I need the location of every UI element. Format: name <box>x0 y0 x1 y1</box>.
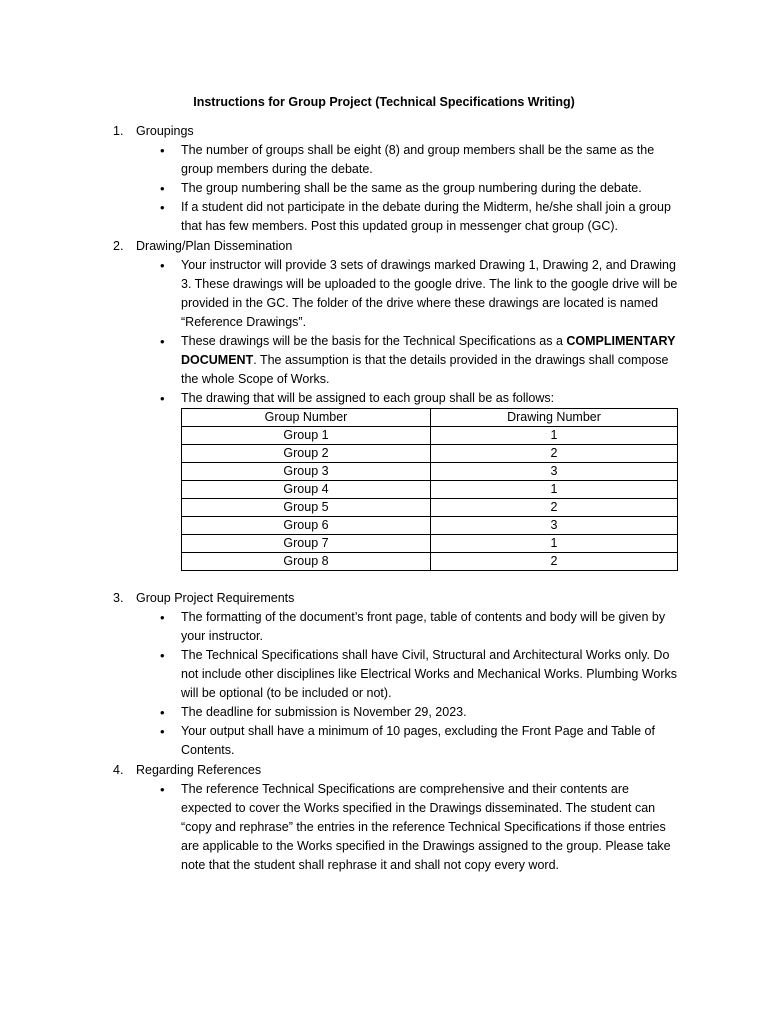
group-cell: Group 6 <box>182 517 431 535</box>
bullet-item-complimentary <box>181 332 681 389</box>
bullet-item: • If a student did not participate in the debate during the Midterm, he/she shall join a group that has few members. Post this updated group in messenger chat group (GC). <box>181 198 681 236</box>
drawing-cell: 1 <box>431 481 678 499</box>
section-title: Drawing/Plan Dissemination <box>136 239 293 253</box>
drawing-cell: 3 <box>431 517 678 535</box>
table-row <box>182 481 678 499</box>
bullet-item: • The deadline for submission is November 29, 2023. <box>181 703 681 722</box>
document-title: Instructions for Group Project (Technical Specifications Writing) <box>193 95 575 109</box>
bullet-item: • The group numbering shall be the same as the group numbering during the debate. <box>181 179 681 198</box>
table-row <box>182 463 678 481</box>
bullet-item: • The reference Technical Specifications are comprehensive and their contents are expected to cover the Works specified in the Drawings disseminated. The student can “copy and rephrase” the entries in the reference Technical Specifications if those entries are applicable to the Works specified in the Drawings assigned to the group. Please take note that the student shall rephrase it and shall not copy every word. <box>181 780 681 875</box>
section-title: Regarding References <box>136 763 262 777</box>
group-cell: Group 2 <box>182 445 431 463</box>
group-cell: Group 4 <box>182 481 431 499</box>
drawing-cell: 2 <box>431 553 678 571</box>
section-title: Groupings <box>136 124 194 138</box>
bullet-item: • The drawing that will be assigned to each group shall be as follows: <box>181 389 681 408</box>
bullet-item: • The formatting of the document’s front page, table of contents and body will be given by your instructor. <box>181 608 681 646</box>
drawing-cell: 1 <box>431 535 678 553</box>
section-number: 4. <box>113 763 124 777</box>
table-row <box>182 517 678 535</box>
bullet-item: • The number of groups shall be eight (8) and group members shall be the same as the group members during the debate. <box>181 141 681 179</box>
bullet-item: • Your instructor will provide 3 sets of drawings marked Drawing 1, Drawing 2, and Drawing 3. These drawings will be uploaded to the google drive. The link to the google drive will be provided in the GC. The folder of the drive where these drawings are located is named “Reference Drawings”. <box>181 256 681 332</box>
drawing-cell: 2 <box>431 499 678 517</box>
section-2-heading <box>113 237 673 255</box>
group-cell: Group 8 <box>182 553 431 571</box>
drawing-cell: 2 <box>431 445 678 463</box>
section-number: 3. <box>113 591 124 605</box>
table-row <box>182 535 678 553</box>
section-4-heading <box>113 761 673 779</box>
group-cell: Group 5 <box>182 499 431 517</box>
drawing-cell: 3 <box>431 463 678 481</box>
column-header-group: Group Number <box>182 409 431 427</box>
bullet-item: • The Technical Specifications shall have Civil, Structural and Architectural Works only. Do not include other disciplines like Electrical Works and Mechanical Works. Plumbing Works will be optional (to be included or not). <box>181 646 681 703</box>
drawing-assignment-table <box>181 408 678 571</box>
section-title: Group Project Requirements <box>136 591 295 605</box>
table-header-row <box>182 409 678 427</box>
drawing-cell: 1 <box>431 427 678 445</box>
bullet-text: . The assumption is that the details provided in the drawings shall compose the whole Scope of Works. <box>181 353 669 386</box>
table-row <box>182 553 678 571</box>
section-number: 2. <box>113 239 124 253</box>
bullet-text: These drawings will be the basis for the Technical Specifications as a <box>181 334 567 348</box>
bullet-item: • Your output shall have a minimum of 10 pages, excluding the Front Page and Table of Contents. <box>181 722 681 760</box>
table-row <box>182 445 678 463</box>
group-cell: Group 7 <box>182 535 431 553</box>
bullet-bold-text: COMPLIMENTARY DOCUMENT <box>181 334 676 367</box>
group-cell: Group 3 <box>182 463 431 481</box>
table-row <box>182 427 678 445</box>
table-row <box>182 499 678 517</box>
section-number: 1. <box>113 124 124 138</box>
column-header-drawing: Drawing Number <box>431 409 678 427</box>
section-3-heading <box>113 589 673 607</box>
group-cell: Group 1 <box>182 427 431 445</box>
section-1-heading <box>113 122 673 140</box>
